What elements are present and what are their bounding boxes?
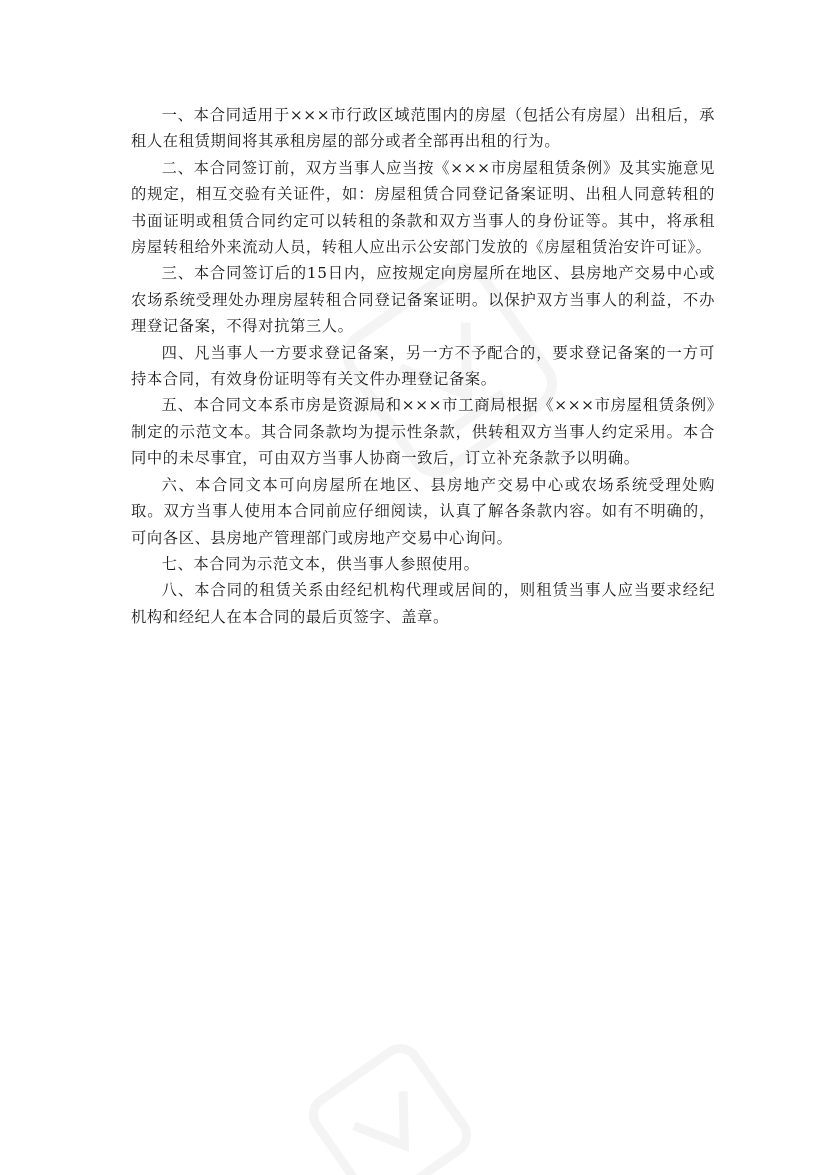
clause-6: 六、本合同文本可向房屋所在地区、县房地产交易中心或农场系统受理处购取。双方当事人使用本合同前应仔细阅读，认真了解各条款内容。如有不明确的，可向各区、县房地产管理部门或房地产交易中心询问。 (131, 475, 715, 547)
clause-8: 八、本合同的租赁关系由经纪机构代理或居间的，则租赁当事人应当要求经纪机构和经纪人在本合同的最后页签字、盖章。 (131, 581, 715, 626)
clause-1: 一、本合同适用于×××市行政区域范围内的房屋（包括公有房屋）出租后，承租人在租赁期间将其承租房屋的部分或者全部再出租的行为。 (131, 106, 715, 151)
clause-2: 二、本合同签订前，双方当事人应当按《×××市房屋租赁条例》及其实施意见的规定，相互交验有关证件，如：房屋租赁合同登记备案证明、出租人同意转租的书面证明或租赁合同约定可以转租的条款和双方当事人的身份证等。其中，将承租房屋转租给外来流动人员，转租人应出示公安部门发放的《房屋租赁治安许可证》。 (131, 158, 715, 257)
clause-3: 三、本合同签订后的15日内，应按规定向房屋所在地区、县房地产交易中心或农场系统受理处办理房屋转租合同登记备案证明。以保护双方当事人的利益，不办理登记备案，不得对抗第三人。 (131, 264, 715, 336)
clause-7: 七、本合同为示范文本，供当事人参照使用。 (161, 554, 480, 573)
document-body (131, 102, 715, 630)
watermark-logo-bottom (300, 1035, 480, 1175)
clause-4: 四、凡当事人一方要求登记备案，另一方不予配合的，要求登记备案的一方可持本合同，有效身份证明等有关文件办理登记备案。 (131, 343, 715, 389)
clause-5: 五、本合同文本系市房是资源局和×××市工商局根据《×××市房屋租赁条例》制定的示范文本。其合同条款均为提示性条款，供转租双方当事人约定采用。本合同中的未尽事宜，可由双方当事人协商一致后，订立补充条款予以明确。 (131, 396, 715, 468)
